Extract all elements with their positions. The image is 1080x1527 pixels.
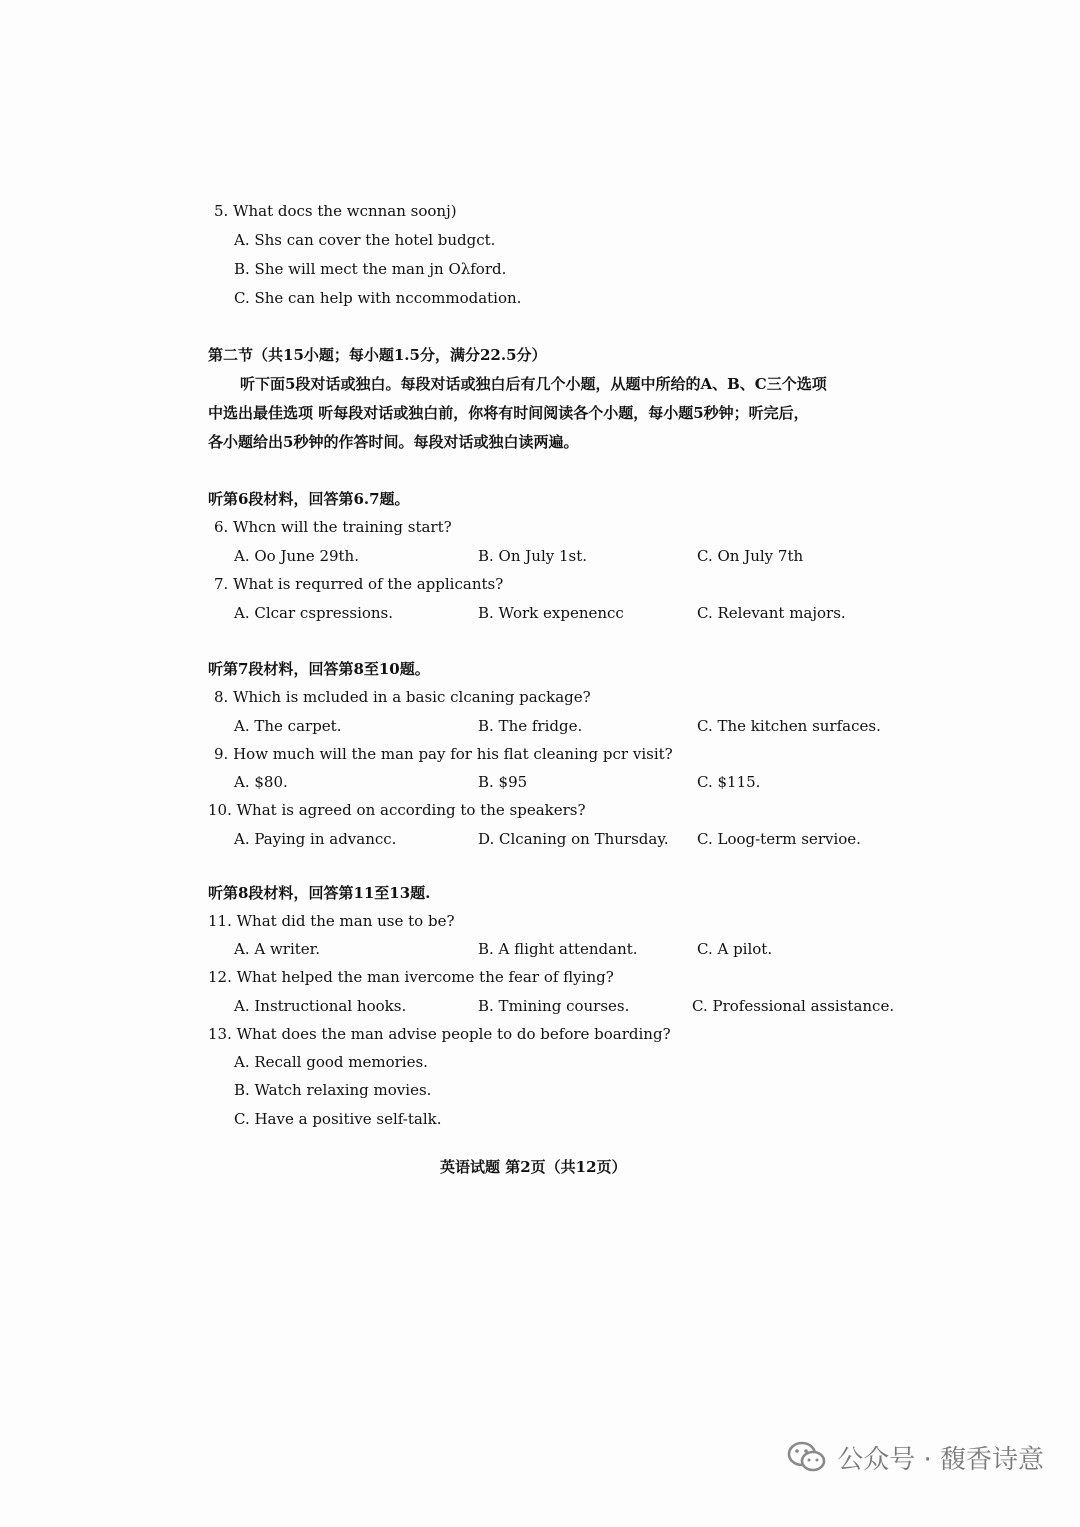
q6-option-a: A. Oo June 29th. xyxy=(234,547,359,565)
q9-option-b: B. $95 xyxy=(478,773,528,791)
wechat-watermark xyxy=(787,1432,1044,1482)
group7-heading: 听第7段材料，回答第8至10题。 xyxy=(208,660,430,678)
section2-title: 第二节（共15小题；每小题1.5分，满分22.5分） xyxy=(208,346,547,364)
q7-stem: 7. What is requrred of the applicants? xyxy=(214,575,504,593)
q5-option-c: C. She can help with nccommodation. xyxy=(234,289,522,307)
q6-stem: 6. Whcn will the training start? xyxy=(214,518,452,536)
q10-option-a: A. Paying in advancc. xyxy=(234,830,397,848)
q12-stem: 12. What helped the man ivercome the fear of flying? xyxy=(208,968,614,986)
q11-option-b: B. A flight attendant. xyxy=(478,940,638,958)
q8-option-c: C. The kitchen surfaces. xyxy=(697,717,881,735)
q9-stem: 9. How much will the man pay for his flat cleaning pcr visit? xyxy=(214,745,673,763)
q13-option-c: C. Have a positive self-talk. xyxy=(234,1110,442,1128)
q7-option-c: C. Relevant majors. xyxy=(697,604,846,622)
q10-option-b: D. Clcaning on Thursday. xyxy=(478,830,669,848)
q11-stem: 11. What did the man use to be? xyxy=(208,912,455,930)
q11-option-a: A. A writer. xyxy=(234,940,320,958)
q5-option-a: A. Shs can cover the hotel budgct. xyxy=(234,231,496,249)
q8-option-a: A. The carpet. xyxy=(234,717,342,735)
q12-option-b: B. Tmining courses. xyxy=(478,997,630,1015)
q9-option-c: C. $115. xyxy=(697,773,761,791)
q9-option-a: A. $80. xyxy=(234,773,288,791)
watermark-text: 公众号 · 馥香诗意 xyxy=(837,1444,1044,1475)
q11-option-c: C. A pilot. xyxy=(697,940,773,958)
q12-option-a: A. Instructional hooks. xyxy=(234,997,407,1015)
q6-option-b: B. On July 1st. xyxy=(478,547,588,565)
group8-heading: 听第8段材料，回答第11至13题. xyxy=(208,884,431,902)
section2-instruction-3: 各小题给出5秒钟的作答时间。每段对话或独白读两遍。 xyxy=(208,433,579,451)
q13-stem: 13. What does the man advise people to do before boarding? xyxy=(208,1025,671,1043)
q5-stem: 5. What docs the wcnnan soonj) xyxy=(214,202,457,220)
q5-option-b: B. She will mect the man jn Oλford. xyxy=(234,260,507,278)
section2-instruction-2: 中选出最佳选项 听每段对话或独白前，你将有时间阅读各个小题，每小题5秒钟；听完后， xyxy=(208,404,809,422)
q13-option-a: A. Recall good memories. xyxy=(234,1053,428,1071)
q10-stem: 10. What is agreed on according to the speakers? xyxy=(208,801,586,819)
section2-instruction-1: 听下面5段对话或独白。每段对话或独白后有几个小题，从题中所给的A、B、C三个选项 xyxy=(240,375,827,393)
q7-option-a: A. Clcar cspressions. xyxy=(234,604,394,622)
page-footer: 英语试题 第2页（共12页） xyxy=(440,1158,627,1176)
q10-option-c: C. Loog-term servioe. xyxy=(697,830,861,848)
wechat-icon xyxy=(787,1440,827,1474)
q13-option-b: B. Watch relaxing movies. xyxy=(234,1081,432,1099)
q8-option-b: B. The fridge. xyxy=(478,717,583,735)
group6-heading: 听第6段材料，回答第6.7题。 xyxy=(208,490,410,508)
q8-stem: 8. Which is mcluded in a basic clcaning package? xyxy=(214,688,591,706)
q6-option-c: C. On July 7th xyxy=(697,547,804,565)
q7-option-b: B. Work expenencc xyxy=(478,604,624,622)
q12-option-c: C. Professional assistance. xyxy=(692,997,895,1015)
